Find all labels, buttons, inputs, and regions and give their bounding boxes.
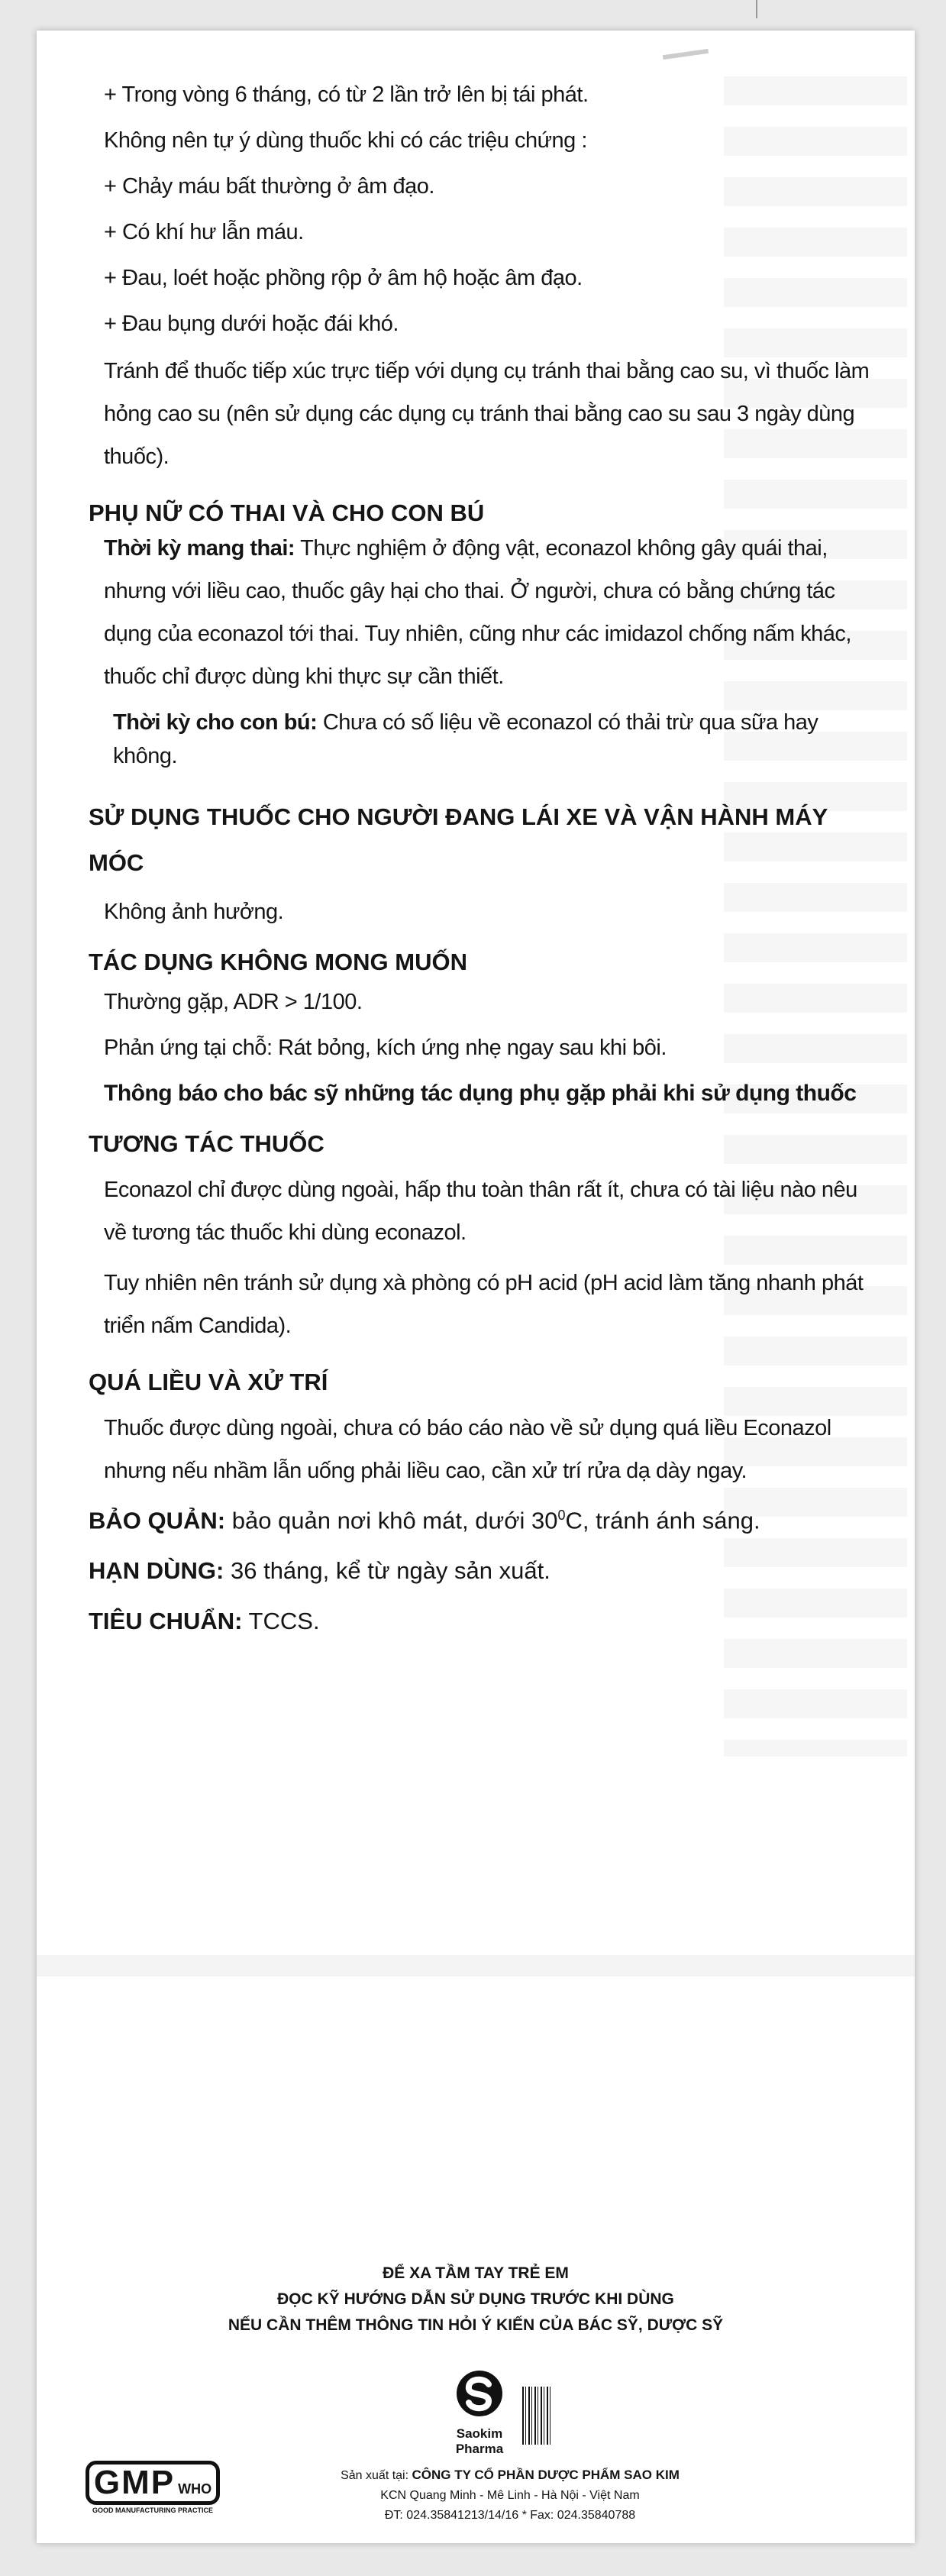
standard-text: TCCS.	[242, 1608, 320, 1635]
paper-crease	[663, 49, 709, 60]
driving-heading: SỬ DỤNG THUỐC CHO NGƯỜI ĐANG LÁI XE VÀ VẬN HÀNH MÁY MÓC	[89, 803, 828, 876]
leaflet-content	[89, 79, 875, 1656]
storage-text-a: bảo quản nơi khô mát, dưới 30	[225, 1507, 558, 1534]
interactions-p2: Tuy nhiên nên tránh sử dụng xà phòng có pH acid (pH acid làm tăng nhanh phát triển nấm Candida).	[104, 1271, 864, 1338]
expiry-text: 36 tháng, kể từ ngày sản xuất.	[224, 1557, 550, 1585]
lactation-text	[89, 706, 875, 773]
symptom-bleeding: + Chảy máu bất thường ở âm đạo.	[104, 174, 434, 199]
symptom-pain: + Đau, loét hoặc phồng rộp ở âm hộ hoặc âm đạo.	[104, 266, 583, 290]
show-through-band	[37, 1955, 915, 1976]
gmp-caption: GOOD MANUFACTURING PRACTICE	[92, 2507, 213, 2514]
gmp-who-logo	[84, 2461, 221, 2514]
storage-degree: 0	[557, 1508, 566, 1523]
company-address: KCN Quang Minh - Mê Linh - Hà Nội - Việt Nam	[380, 2489, 640, 2502]
company-name: CÔNG TY CỔ PHẦN DƯỢC PHẨM SAO KIM	[412, 2468, 680, 2482]
pregnancy-heading: PHỤ NỮ CÓ THAI VÀ CHO CON BÚ	[89, 499, 485, 526]
adverse-heading: TÁC DỤNG KHÔNG MONG MUỐN	[89, 949, 467, 975]
leaflet-page	[37, 31, 915, 2543]
saokim-logo-text: Saokim Pharma	[455, 2426, 504, 2456]
adverse-notice: Thông báo cho bác sỹ những tác dụng phụ gặp phải khi sử dụng thuốc	[104, 1081, 857, 1106]
gmp-main-text: GMP	[93, 2464, 176, 2501]
barcode-icon	[522, 2387, 553, 2445]
manufacturer-line	[296, 2465, 724, 2486]
gmp-sub-text: WHO	[178, 2481, 212, 2497]
lactation-body: Chưa có số liệu về econazol có thải trừ qua sữa hay không.	[113, 710, 818, 768]
expiry-label: HẠN DÙNG:	[89, 1557, 224, 1585]
saokim-logo-icon	[452, 2366, 507, 2421]
storage-label: BẢO QUẢN:	[89, 1507, 226, 1534]
pregnancy-body: Thực nghiệm ở động vật, econazol không gây quái thai, nhưng với liều cao, thuốc gây hại cho thai. Ở người, chưa có bằng chứng tác dụng của econazol tới thai. Tuy nhiên, cũng như các imidazol chống nấm khác, thuốc chỉ được dùng khi thực sự cần thiết.	[104, 536, 851, 689]
symptoms-intro: Không nên tự ý dùng thuốc khi có các triệu chứng :	[104, 128, 587, 153]
warning-read: ĐỌC KỸ HƯỚNG DẪN SỬ DỤNG TRƯỚC KHI DÙNG	[277, 2290, 674, 2308]
storage-text-b: C, tránh ánh sáng.	[565, 1507, 760, 1534]
made-by-label: Sản xuất tại:	[341, 2469, 409, 2482]
saokim-logo	[434, 2366, 525, 2457]
manufacturer-info	[296, 2465, 724, 2526]
adverse-frequency: Thường gặp, ADR > 1/100.	[104, 990, 363, 1014]
overdose-text: Thuốc được dùng ngoài, chưa có báo cáo nào về sử dụng quá liều Econazol nhưng nếu nhầm lẫn uống phải liều cao, cần xử trí rửa dạ dày ngay.	[104, 1416, 831, 1483]
contraceptive-warning: Tránh để thuốc tiếp xúc trực tiếp với dụng cụ tránh thai bằng cao su, vì thuốc làm hỏng cao su (nên sử dụng các dụng cụ tránh thai bằng cao su sau 3 ngày dùng thuốc).	[104, 359, 870, 469]
company-phone: ĐT: 024.35841213/14/16 * Fax: 024.35840788	[384, 2509, 636, 2522]
storage-row	[89, 1500, 875, 1536]
page-edge-mark	[756, 0, 757, 18]
warning-children: ĐỂ XA TẦM TAY TRẺ EM	[383, 2264, 569, 2282]
warning-consult: NẾU CẦN THÊM THÔNG TIN HỎI Ý KIẾN CỦA BÁC SỸ, DƯỢC SỸ	[228, 2316, 724, 2334]
gmp-badge	[86, 2461, 220, 2505]
interactions-p1: Econazol chỉ được dùng ngoài, hấp thu toàn thân rất ít, chưa có tài liệu nào nêu về tương tác thuốc khi dùng econazol.	[104, 1178, 857, 1245]
leaflet-footer	[37, 2261, 915, 2522]
standard-row	[89, 1606, 875, 1637]
driving-text: Không ảnh hưởng.	[104, 900, 284, 924]
interactions-heading: TƯƠNG TÁC THUỐC	[89, 1130, 324, 1157]
symptom-abdominal: + Đau bụng dưới hoặc đái khó.	[104, 312, 399, 336]
standard-label: TIÊU CHUẨN:	[89, 1608, 243, 1635]
recurrence-line: + Trong vòng 6 tháng, có từ 2 lần trở lên bị tái phát.	[104, 82, 589, 107]
overdose-heading: QUÁ LIỀU VÀ XỬ TRÍ	[89, 1369, 328, 1395]
lactation-label: Thời kỳ cho con bú:	[113, 710, 318, 735]
adverse-local: Phản ứng tại chỗ: Rát bỏng, kích ứng nhẹ ngay sau khi bôi.	[104, 1036, 667, 1060]
symptom-discharge: + Có khí hư lẫn máu.	[104, 220, 304, 244]
pregnancy-text	[89, 527, 875, 698]
pregnancy-label: Thời kỳ mang thai:	[104, 536, 295, 561]
expiry-row	[89, 1556, 875, 1586]
